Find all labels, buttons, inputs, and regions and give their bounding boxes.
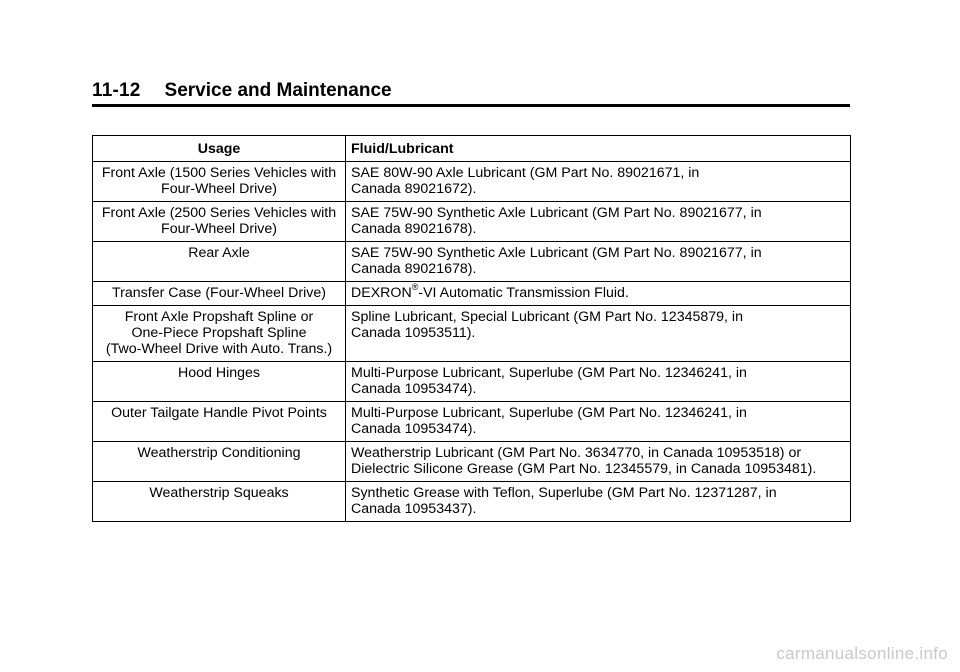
fluids-lubricants-table bbox=[92, 135, 851, 522]
fluid-text: DEXRON bbox=[351, 285, 412, 301]
section-title: Service and Maintenance bbox=[164, 80, 392, 101]
page-number: 11-12 bbox=[92, 80, 141, 101]
usage-line: Four-Wheel Drive) bbox=[161, 221, 277, 237]
usage-line: Hood Hinges bbox=[177, 365, 261, 381]
watermark: carmanualsonline.info bbox=[776, 644, 948, 663]
usage-line: Transfer Case (Four-Wheel Drive) bbox=[112, 285, 326, 301]
column-header-usage: Usage bbox=[93, 136, 346, 162]
fluid-line: Canada 10953437). bbox=[351, 501, 477, 517]
usage-cell bbox=[93, 482, 346, 522]
fluid-line: Canada 89021678). bbox=[351, 261, 477, 277]
fluid-line: Canada 10953511). bbox=[351, 325, 476, 341]
fluid-cell bbox=[346, 202, 851, 242]
fluid-line: Canada 89021672). bbox=[351, 181, 477, 197]
table-row bbox=[93, 282, 851, 306]
table-row bbox=[93, 402, 851, 442]
usage-cell bbox=[93, 242, 346, 282]
usage-cell bbox=[93, 282, 346, 306]
fluid-line: SAE 80W-90 Axle Lubricant (GM Part No. 89021671, in bbox=[351, 165, 700, 181]
fluid-cell bbox=[346, 242, 851, 282]
usage-line: (Two-Wheel Drive with Auto. Trans.) bbox=[105, 341, 333, 357]
usage-line: Front Axle (2500 Series Vehicles with bbox=[101, 205, 337, 221]
fluid-line: SAE 75W-90 Synthetic Axle Lubricant (GM Part No. 89021677, in bbox=[351, 245, 762, 261]
registered-mark: ® bbox=[411, 282, 419, 293]
table-row bbox=[93, 242, 851, 282]
table-row bbox=[93, 162, 851, 202]
usage-cell bbox=[93, 306, 346, 362]
column-header-fluid: Fluid/Lubricant bbox=[346, 136, 851, 162]
usage-cell bbox=[93, 162, 346, 202]
fluid-line: Weatherstrip Lubricant (GM Part No. 3634770, in Canada 10953518) or bbox=[351, 445, 802, 461]
table-row bbox=[93, 362, 851, 402]
fluid-line: SAE 75W-90 Synthetic Axle Lubricant (GM Part No. 89021677, in bbox=[351, 205, 762, 221]
page-header bbox=[92, 80, 850, 107]
fluid-line: Canada 10953474). bbox=[351, 421, 477, 437]
fluid-line: Canada 10953474). bbox=[351, 381, 477, 397]
table-row bbox=[93, 442, 851, 482]
table-header-row bbox=[93, 136, 851, 162]
usage-cell bbox=[93, 362, 346, 402]
usage-line: Four-Wheel Drive) bbox=[161, 181, 277, 197]
usage-cell bbox=[93, 202, 346, 242]
fluid-text: -VI Automatic Transmission Fluid. bbox=[418, 285, 629, 301]
usage-line: Weatherstrip Conditioning bbox=[137, 445, 301, 461]
fluid-line: Spline Lubricant, Special Lubricant (GM Part No. 12345879, in bbox=[351, 309, 743, 325]
fluid-cell bbox=[346, 362, 851, 402]
fluid-cell bbox=[346, 162, 851, 202]
fluid-line: Synthetic Grease with Teflon, Superlube (GM Part No. 12371287, in bbox=[351, 485, 777, 501]
usage-line: Outer Tailgate Handle Pivot Points bbox=[111, 405, 327, 421]
fluid-cell bbox=[346, 482, 851, 522]
usage-line: One-Piece Propshaft Spline bbox=[131, 325, 307, 341]
fluid-line: Multi-Purpose Lubricant, Superlube (GM Part No. 12346241, in bbox=[351, 405, 747, 421]
fluid-cell bbox=[346, 442, 851, 482]
usage-line: Weatherstrip Squeaks bbox=[149, 485, 289, 501]
table-row bbox=[93, 306, 851, 362]
fluid-cell bbox=[346, 402, 851, 442]
fluid-line: Dielectric Silicone Grease (GM Part No. 12345579, in Canada 10953481). bbox=[351, 461, 817, 477]
usage-line: Rear Axle bbox=[188, 245, 250, 261]
table-row bbox=[93, 202, 851, 242]
usage-cell bbox=[93, 442, 346, 482]
usage-cell bbox=[93, 402, 346, 442]
usage-line: Front Axle (1500 Series Vehicles with bbox=[101, 165, 337, 181]
fluid-cell bbox=[346, 306, 851, 362]
fluid-line: Multi-Purpose Lubricant, Superlube (GM Part No. 12346241, in bbox=[351, 365, 747, 381]
usage-line: Front Axle Propshaft Spline or bbox=[124, 309, 314, 325]
fluid-cell bbox=[346, 282, 851, 306]
table-row bbox=[93, 482, 851, 522]
fluid-line: Canada 89021678). bbox=[351, 221, 477, 237]
